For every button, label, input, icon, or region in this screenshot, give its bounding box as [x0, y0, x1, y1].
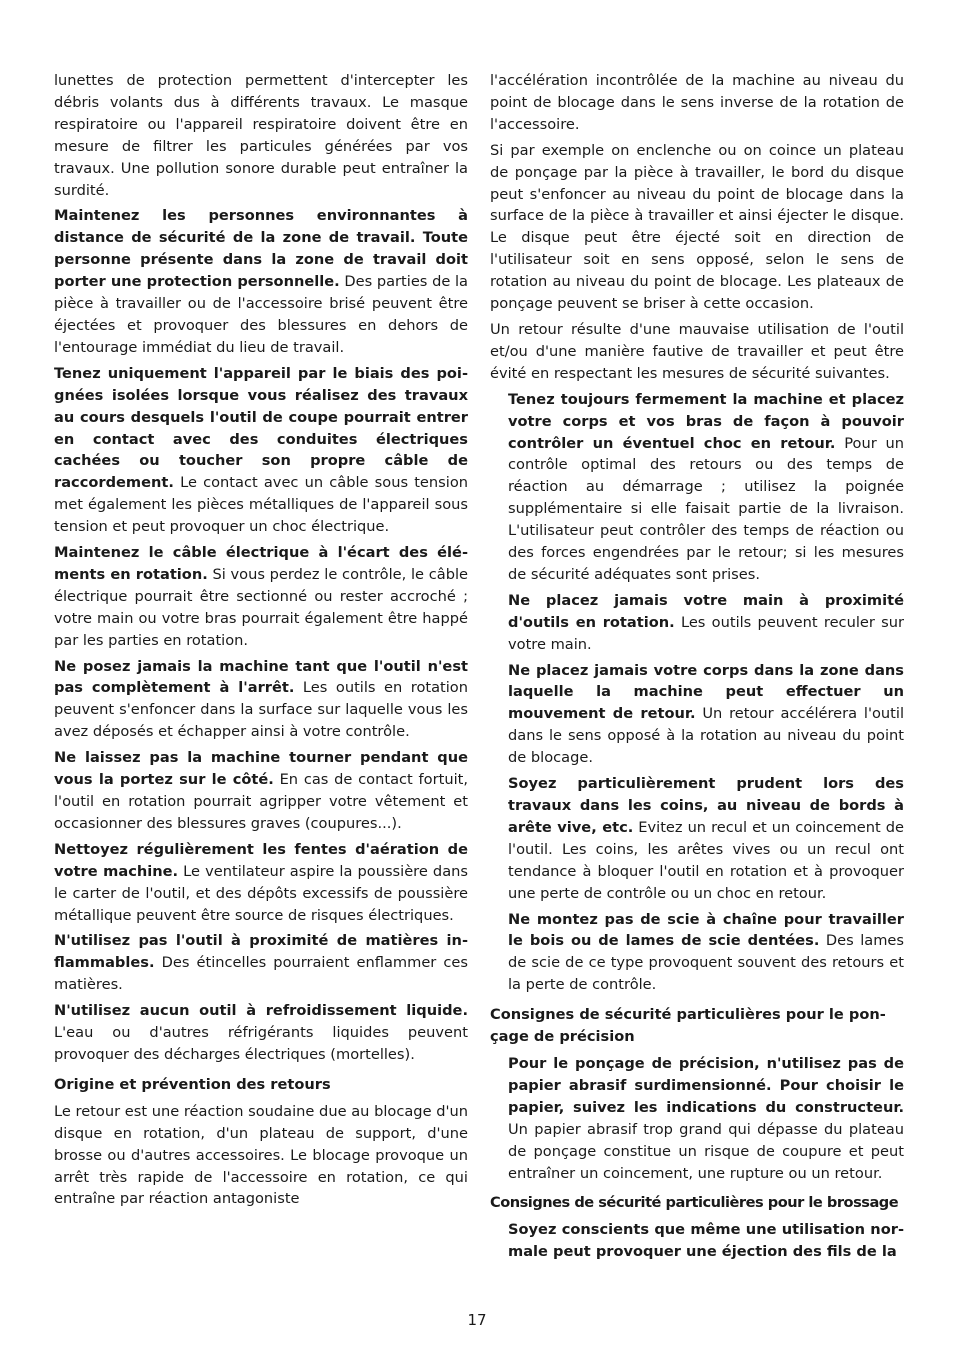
bold-instruction: Ne laissez pas la machine tourner pendant que vous la portez sur le côté.	[54, 749, 468, 789]
explanation: Les outils en rotation peuvent s'enfoncer dans la surface sur laquelle vous les avez déposés et échapper ainsi à votre contrôle.	[54, 679, 468, 741]
explanation: L'eau ou d'autres réfrigérants liquides peuvent provoquer des décharges électriques (mortelles).	[54, 1024, 468, 1063]
bold-instruction: Ne placez jamais votre main à proximité d'outils en rotation.	[508, 591, 904, 631]
bold-instruction: Maintenez les personnes environnantes à distance de sécurité de la zone de travail. Toute personne présente dans la zone de travail doit porter une protection personnelle.	[54, 207, 468, 291]
explanation: Un papier abrasif trop grand qui dépasse du plateau de ponçage constitue un risque de coupure et peut entraîner un coincement, une rupture ou un retour.	[508, 1120, 904, 1182]
paragraph	[54, 656, 468, 744]
paragraph: l'accélération incontrôlée de la machine au niveau du point de blocage dans le sens inverse de la rotation de l'accessoire.	[490, 72, 904, 133]
bold-instruction: Ne placez jamais votre corps dans la zone dans laquelle la machine peut effectuer un mouvement de retour.	[508, 661, 904, 723]
paragraph	[54, 839, 468, 927]
paragraph	[54, 930, 468, 996]
explanation: Pour un contrôle optimal des retours ou des temps de réaction au démarrage ; utilisez la poignée supplémentaire si elle faisait partie de la livraison. L'utilisateur peut contrôler des temps de réaction ou des forces engendrées par le retour; si les mesures de sécurité adéquates sont prises.	[508, 434, 904, 583]
bold-instruction: Ne posez jamais la machine tant que l'outil n'est pas complètement à l'arrêt.	[54, 657, 468, 697]
explanation: Le ventilateur aspire la poussière dans le carter de l'outil, et des dépôts excessifs de poussière métallique peuvent être source de risques électriques.	[54, 862, 468, 924]
left-column	[54, 70, 468, 1214]
bold-instruction: Soyez particulièrement prudent lors des travaux dans les coins, au niveau de bords à arête vive, etc.	[508, 775, 904, 836]
explanation: Si vous perdez le contrôle, le câble électrique pourrait être sectionné ou rester accroché ; votre main ou votre bras pourrait également être happé par les parties en rotation.	[54, 565, 468, 649]
paragraph: lunettes de protection permettent d'intercepter les débris volants dus à différents travaux. Le masque respiratoire ou l'appareil respiratoire doivent être en mesure de filtrer les particules générées par vos travaux. Une pollution sonore durable peut entraîner la surdité.	[54, 72, 468, 199]
paragraph	[54, 1000, 468, 1066]
section-heading: Origine et prévention des retours	[54, 1075, 331, 1093]
paragraph	[508, 909, 904, 997]
bold-instruction: Maintenez le câble électrique à l'écart des éléments en rotation.	[54, 544, 468, 583]
explanation: Un retour accélérera l'outil dans le sens opposé à la rotation au niveau du point de blocage.	[508, 705, 904, 767]
paragraph	[508, 1219, 904, 1263]
paragraph: Le retour est une réaction soudaine due au blocage d'un disque en rotation, d'un plateau de support, d'une brosse ou d'autres accessoires. Le blocage provoque un arrêt très rapide de l'accessoire en rotation, ce qui entraîne par réaction antagoniste	[54, 1102, 468, 1208]
paragraph	[508, 590, 904, 656]
right-column	[490, 70, 904, 1267]
paragraph	[54, 363, 468, 538]
paragraph	[54, 205, 468, 358]
bold-instruction: Tenez toujours fermement la machine et placez votre corps et vos bras de façon à pouvoir contrôler un éventuel choc en retour.	[508, 390, 904, 452]
paragraph	[508, 660, 904, 770]
section-heading: Consignes de sécurité particulières pour le brossage	[490, 1194, 899, 1212]
explanation: Evitez un recul et un coincement de l'outil. Les coins, les arêtes vives ou un recul ont tendance à bloquer l'outil en rotation et à provoquer une perte de contrôle ou un choc en retour.	[508, 818, 904, 902]
paragraph	[508, 1053, 904, 1184]
bold-instruction: N'utilisez pas l'outil à proximité de matières inflammables.	[54, 932, 468, 972]
explanation: Les outils peuvent reculer sur votre main.	[508, 613, 904, 653]
paragraph	[508, 773, 904, 904]
explanation: Des étincelles pourraient enflammer ces matières.	[54, 954, 468, 994]
explanation: En cas de contact fortuit, l'outil en rotation pourrait agripper votre vêtement et occasionner des blessures graves (coupures...).	[54, 771, 468, 832]
bold-instruction: Ne montez pas de scie à chaîne pour travailler le bois ou de lames de scie dentées.	[508, 910, 904, 950]
explanation: Le contact avec un câble sous tension met également les pièces métalliques de l'appareil sous tension et peut provoquer un choc électrique.	[54, 474, 468, 536]
explanation: Des parties de la pièce à travailler ou de l'accessoire brisé peuvent être éjectées et provoquer des blessures en dehors de l'entourage immédiat du lieu de travail.	[54, 273, 468, 356]
paragraph	[508, 389, 904, 586]
bold-instruction: Pour le ponçage de précision, n'utilisez pas de papier abrasif surdimensionné. Pour choisir le papier, suivez les indications du constructeur.	[508, 1054, 904, 1116]
bold-instruction: Nettoyez régulièrement les fentes d'aération de votre machine.	[54, 840, 468, 880]
explanation: Des lames de scie de ce type provoquent souvent des retours et la perte de contrôle.	[508, 932, 904, 994]
page-number: 17	[467, 1311, 487, 1329]
section-heading: Consignes de sécurité particulières pour le ponçage de précision	[490, 1006, 886, 1046]
paragraph	[54, 542, 468, 652]
bold-instruction: N'utilisez aucun outil à refroidissement liquide.	[54, 1002, 468, 1020]
bold-instruction: Tenez uniquement l'appareil par le biais des poignées isolées lorsque vous réalisez des travaux au cours desquels l'outil de coupe pourrait entrer en contact avec des conduites électriques cachées ou toucher son propre câble de raccordement.	[54, 364, 468, 492]
paragraph: Un retour résulte d'une mauvaise utilisation de l'outil et/ou d'une manière fautive de travailler et peut être évité en respectant les mesures de sécurité suivantes.	[490, 320, 904, 382]
bold-instruction: Soyez conscients que même une utilisation normale peut provoquer une éjection des fils de la	[508, 1221, 904, 1261]
paragraph: Si par exemple on enclenche ou on coince un plateau de ponçage par la pièce à travailler, le bord du disque peut s'enfoncer au niveau du point de blocage dans la surface de la pièce à travailler et ainsi éjecter le disque. Le disque peut être éjecté soit en direction de l'utilisateur soit en sens opposé, selon le sens de rotation au niveau du point de blocage. Les plateaux de ponçage peuvent se briser à cette occasion.	[490, 141, 904, 313]
paragraph	[54, 747, 468, 835]
